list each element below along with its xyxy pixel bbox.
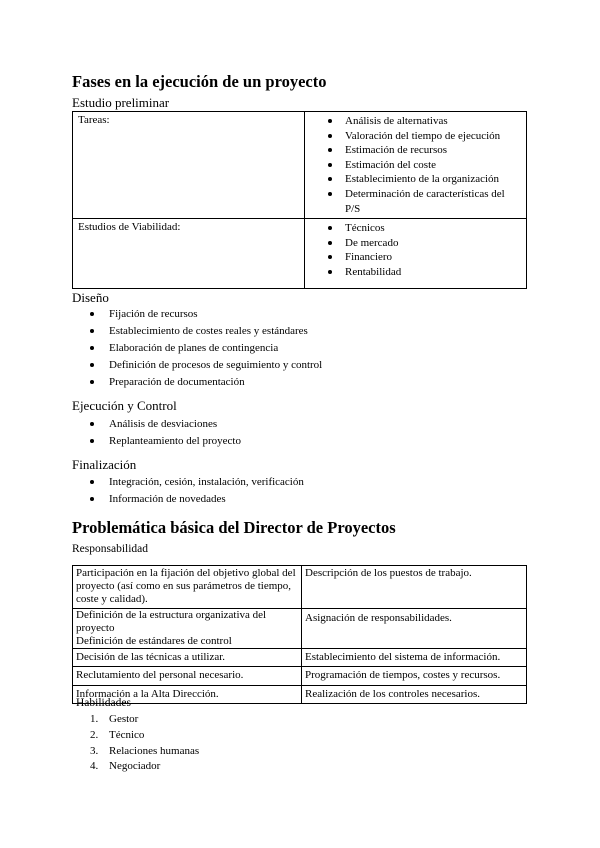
list-item: Establecimiento de costes reales y estándares bbox=[90, 323, 322, 340]
table-cell: Asignación de responsabilidades. bbox=[302, 608, 527, 649]
list-item bbox=[90, 759, 199, 775]
list-item: Determinación de características del P/S bbox=[345, 187, 522, 216]
list-item: Financiero bbox=[345, 250, 522, 265]
table-cell: Información a la Alta Dirección. bbox=[73, 685, 302, 703]
heading-diseno: Diseño bbox=[72, 290, 109, 305]
table-cell: Programación de tiempos, costes y recursos. bbox=[302, 667, 527, 685]
tareas-list bbox=[305, 112, 526, 218]
list-item: De mercado bbox=[345, 236, 522, 251]
list-item: Definición de procesos de seguimiento y control bbox=[90, 357, 322, 374]
table-cell: Establecimiento del sistema de información. bbox=[302, 649, 527, 667]
table-row bbox=[73, 649, 527, 667]
cell-line: Definición de estándares de control bbox=[76, 635, 232, 648]
table-row bbox=[73, 566, 527, 609]
finalizacion-list bbox=[90, 474, 304, 508]
estudio-preliminar-table bbox=[72, 111, 527, 289]
subtitle-responsabilidad: Responsabilidad bbox=[72, 543, 149, 555]
list-item bbox=[90, 744, 199, 760]
list-item: Análisis de alternativas bbox=[345, 114, 522, 129]
heading-habilidades: Habilidades bbox=[76, 697, 131, 709]
section-title-fases: Fases en la ejecución de un proyecto bbox=[72, 72, 327, 91]
subtitle-estudio-preliminar: Estudio preliminar bbox=[72, 95, 170, 110]
table-cell-label: Estudios de Viabilidad: bbox=[73, 219, 305, 288]
table-cell-list bbox=[305, 219, 527, 288]
table-row bbox=[73, 112, 527, 219]
list-item: Valoración del tiempo de ejecución bbox=[345, 129, 522, 144]
list-label: Negociador bbox=[109, 760, 161, 773]
table-cell: Participación en la fijación del objetivo global del proyecto (así como en sus parámetros de tiempo, coste y calidad). bbox=[73, 566, 302, 609]
table-row bbox=[73, 608, 527, 649]
table-cell: Realización de los controles necesarios. bbox=[302, 685, 527, 703]
diseno-list bbox=[90, 306, 322, 391]
list-number: 4. bbox=[90, 760, 99, 773]
list-number: 2. bbox=[90, 728, 99, 741]
list-label: Técnico bbox=[109, 728, 145, 741]
section-title-problematica: Problemática básica del Director de Proyectos bbox=[72, 518, 396, 537]
list-item: Técnicos bbox=[345, 221, 522, 236]
responsabilidad-table bbox=[72, 565, 527, 704]
habilidades-list bbox=[90, 712, 199, 775]
viabilidad-list bbox=[305, 219, 526, 287]
list-item: Estimación de recursos bbox=[345, 143, 522, 158]
table-row bbox=[73, 219, 527, 288]
list-item: Elaboración de planes de contingencia bbox=[90, 340, 322, 357]
list-label: Relaciones humanas bbox=[109, 744, 200, 757]
table-cell bbox=[73, 608, 302, 649]
list-item: Análisis de desviaciones bbox=[90, 416, 241, 433]
heading-finalizacion: Finalización bbox=[72, 457, 137, 472]
table-cell-label: Tareas: bbox=[73, 112, 305, 219]
list-item: Replanteamiento del proyecto bbox=[90, 433, 241, 450]
list-item: Preparación de documentación bbox=[90, 374, 322, 391]
list-item bbox=[90, 728, 199, 744]
list-item: Fijación de recursos bbox=[90, 306, 322, 323]
table-row bbox=[73, 667, 527, 685]
heading-ejecucion-control: Ejecución y Control bbox=[72, 398, 177, 413]
list-item: Establecimiento de la organización bbox=[345, 172, 522, 187]
list-number: 1. bbox=[90, 713, 99, 725]
list-label: Gestor bbox=[109, 713, 139, 725]
list-number: 3. bbox=[90, 744, 99, 757]
list-item: Rentabilidad bbox=[345, 265, 522, 280]
table-row bbox=[73, 685, 527, 703]
list-item bbox=[90, 712, 199, 728]
table-cell: Decisión de las técnicas a utilizar. bbox=[73, 649, 302, 667]
list-item: Estimación del coste bbox=[345, 158, 522, 173]
cell-line: Definición de la estructura organizativa del proyecto bbox=[76, 608, 267, 634]
table-cell: Descripción de los puestos de trabajo. bbox=[302, 566, 527, 609]
list-item: Información de novedades bbox=[90, 491, 304, 508]
ejecucion-list bbox=[90, 416, 241, 450]
list-item: Integración, cesión, instalación, verificación bbox=[90, 474, 304, 491]
table-cell-list bbox=[305, 112, 527, 219]
table-cell: Reclutamiento del personal necesario. bbox=[73, 667, 302, 685]
